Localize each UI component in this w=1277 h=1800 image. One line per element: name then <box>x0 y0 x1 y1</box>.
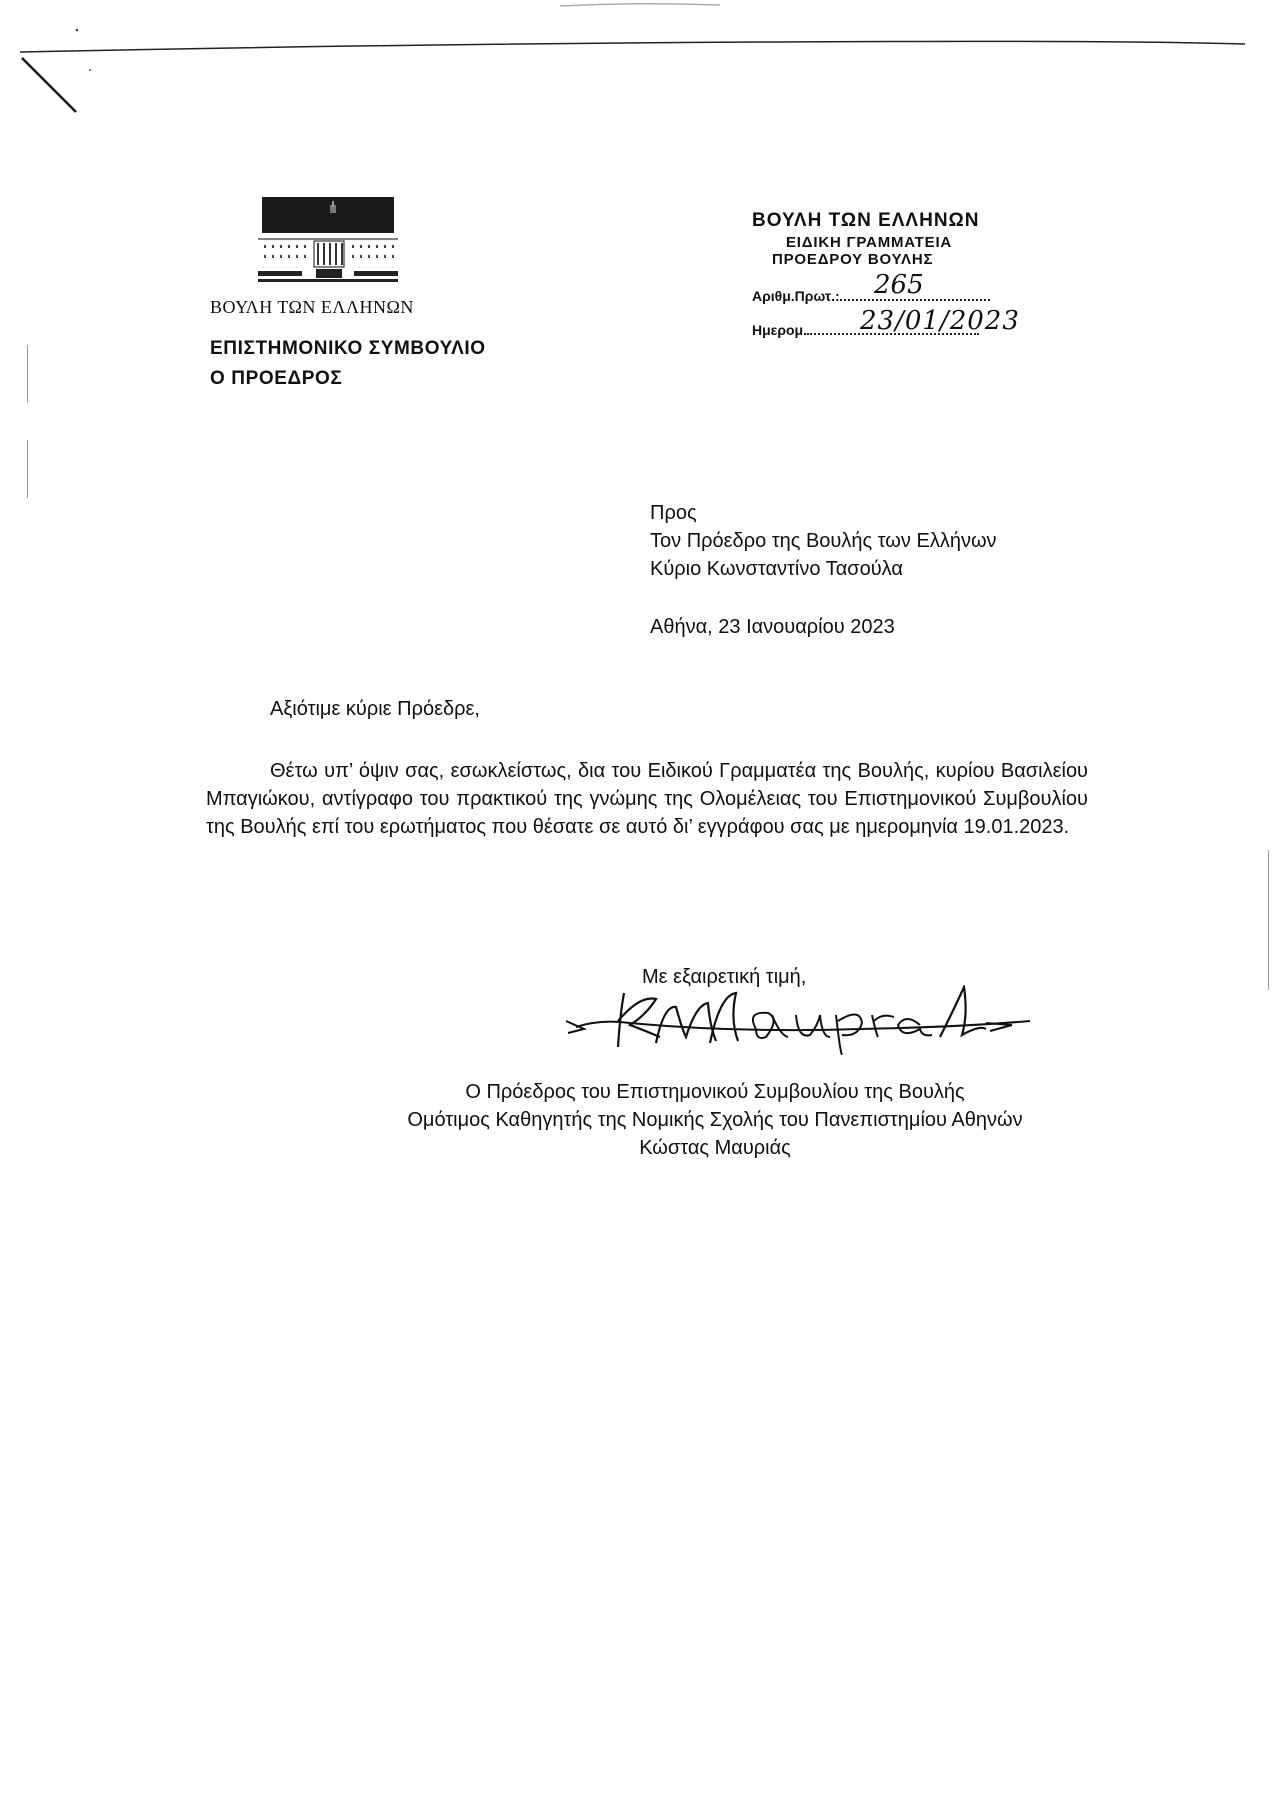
letterhead-president: Ο ΠΡΟΕΔΡΟΣ <box>210 368 343 389</box>
parliament-building-emblem <box>258 197 398 285</box>
recipient-title: Τον Πρόεδρο της Βουλής των Ελλήνων <box>650 530 997 552</box>
protocol-date: 23/01/2023 <box>860 306 1020 336</box>
stamp-institution: ΒΟΥΛΗ ΤΩΝ ΕΛΛΗΝΩΝ <box>752 210 980 231</box>
date-label: Ημερομ. <box>752 322 807 338</box>
margin-mark <box>27 345 28 403</box>
letter-body <box>206 757 1088 841</box>
recipient-prefix: Προς <box>650 502 697 524</box>
signature <box>560 985 1040 1055</box>
protocol-number: 265 <box>874 270 924 300</box>
letterhead-institution: ΒΟΥΛΗ ΤΩΝ ΕΛΛΗΝΩΝ <box>210 297 414 317</box>
recipient-name: Κύριο Κωνσταντίνο Τασούλα <box>650 558 903 580</box>
body-paragraph: Θέτω υπ’ όψιν σας, εσωκλείστως, δια του Ειδικού Γραμματέα της Βουλής, κυρίου Βασιλείου Μπαγιώκου, αντίγραφο του πρακτικού της γνώμης της Ολομέλειας του Επιστημονικού Συμβουλίου της Βουλής επί του ερωτήματος που θέσατε σε αυτό δι’ εγγράφου σας με ημερομηνία 19.01.2023. <box>206 760 1088 838</box>
margin-mark <box>1268 850 1269 990</box>
stamp-protocol-row <box>752 288 990 304</box>
closing: Με εξαιρετική τιμή, <box>642 966 807 988</box>
letterhead-council: ΕΠΙΣΤΗΜΟΝΙΚΟ ΣΥΜΒΟΥΛΙΟ <box>210 338 486 359</box>
stamp-office: ΠΡΟΕΔΡΟΥ ΒΟΥΛΗΣ <box>772 251 934 268</box>
salutation: Αξιότιμε κύριε Πρόεδρε, <box>270 698 480 720</box>
protocol-label: Αριθμ.Πρωτ.: <box>752 288 840 304</box>
signatory-name: Κώστας Μαυριάς <box>639 1137 791 1159</box>
signatory-block <box>330 1078 1100 1162</box>
margin-mark <box>27 440 28 498</box>
signatory-position: Ομότιμος Καθηγητής της Νομικής Σχολής του Πανεπιστημίου Αθηνών <box>407 1109 1023 1131</box>
place-date: Αθήνα, 23 Ιανουαρίου 2023 <box>650 616 895 638</box>
signatory-role: Ο Πρόεδρος του Επιστημονικού Συμβουλίου της Βουλής <box>465 1081 965 1103</box>
scan-artifact-lines <box>0 0 1277 130</box>
stamp-secretariat: ΕΙΔΙΚΗ ΓΡΑΜΜΑΤΕΙΑ <box>786 234 953 251</box>
